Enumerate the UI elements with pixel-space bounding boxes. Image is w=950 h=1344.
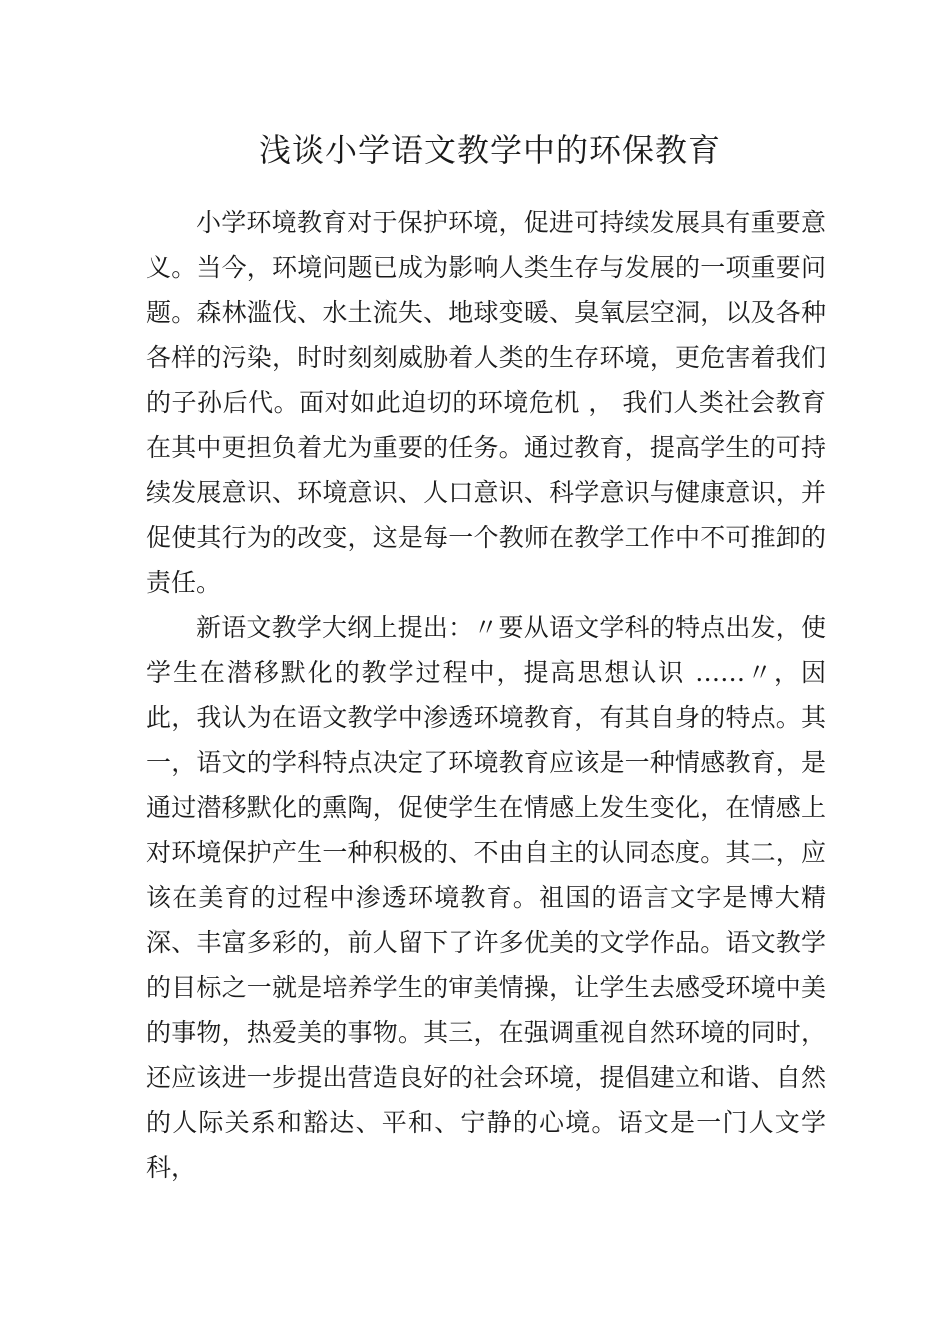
paragraph-1: 小学环境教育对于保护环境，促进可持续发展具有重要意义。当今，环境问题已成为影响人类生存与发展的一项重要问题。森林滥伐、水土流失、地球变暖、臭氧层空洞，以及各种各样的污染，时时刻刻威胁着人类的生存环境，更危害着我们的子孙后代。面对如此迫切的环境危机 ， 我们人类社会教育在其中更担负着尤为重要的任务。通过教育，提高学生的可持续发展意识、环境意识、人口意识、科学意识与健康意识，并促使其行为的改变，这是每一个教师在教学工作中不可推卸的责任。 [146,208,826,597]
document-body [146,200,826,1190]
document-title: 浅谈小学语文教学中的环保教育 [258,131,721,169]
paragraph-2: 新语文教学大纲上提出：〃要从语文学科的特点出发，使学生在潜移默化的教学过程中，提高思想认识 ……〃，因此，我认为在语文教学中渗透环境教育，有其自身的特点。其一，语文的学科特点决定了环境教育应该是一种情感教育，是通过潜移默化的熏陶，促使学生在情感上发生变化，在情感上对环境保护产生一种积极的、不由自主的认同态度。其二，应该在美育的过程中渗透环境教育。祖国的语言文字是博大精深、丰富多彩的，前人留下了许多优美的文学作品。语文教学的目标之一就是培养学生的审美情操，让学生去感受环境中美的事物，热爱美的事物。其三，在强调重视自然环境的同时，还应该进一步提出营造良好的社会环境，提倡建立和谐、自然的人际关系和豁达、平和、宁静的心境。语文是一门人文学科， [146,613,826,1182]
